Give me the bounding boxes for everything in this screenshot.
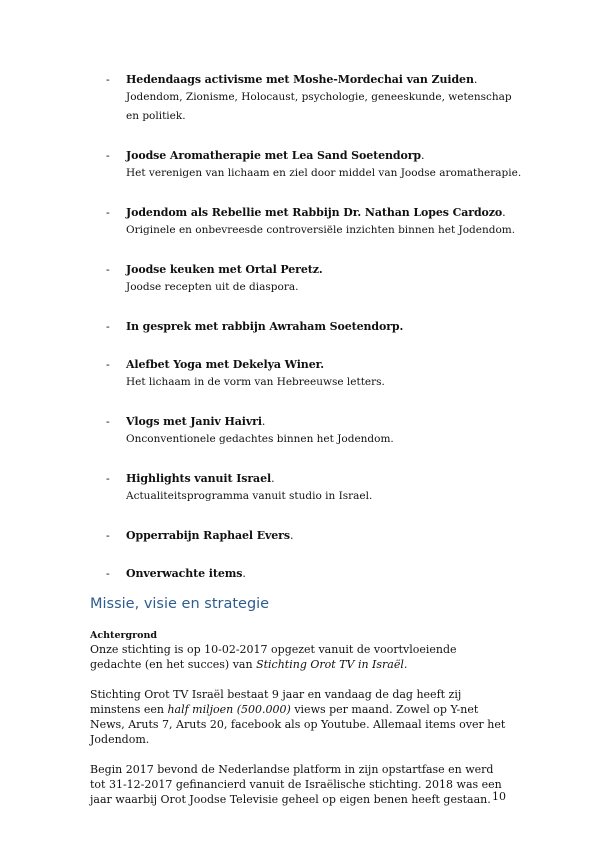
list-item xyxy=(0,147,595,183)
list-item-title xyxy=(126,147,526,164)
list-item-title-text: Highlights vanuit Israel xyxy=(126,472,272,485)
page-number: 10 xyxy=(492,790,506,803)
list-bullet: - xyxy=(106,472,110,485)
list-item xyxy=(0,71,595,126)
list-bullet: - xyxy=(106,149,110,162)
paragraph-2-italic: half miljoen (500.000) xyxy=(167,703,291,716)
list-item-title-text: Joodse keuken met Ortal Peretz. xyxy=(126,263,323,276)
list-item-title xyxy=(126,413,526,430)
list-item-description: Het lichaam in de vorm van Hebreeuwse letters. xyxy=(126,376,385,388)
list-item-body xyxy=(126,147,526,183)
list-item-body xyxy=(126,261,526,297)
list-item-title xyxy=(126,527,526,544)
list-item-title-period: . xyxy=(261,415,266,428)
paragraph-2 xyxy=(90,687,510,747)
list-bullet: - xyxy=(106,73,110,86)
list-bullet: - xyxy=(106,415,110,428)
list-item-title-text: Joodse Aromatherapie met Lea Sand Soetendorp xyxy=(126,149,422,162)
list-item-title-period: . xyxy=(242,567,246,580)
list-item xyxy=(0,356,595,392)
section-content xyxy=(90,630,510,807)
list-bullet: - xyxy=(106,529,110,542)
list-bullet: - xyxy=(106,567,110,580)
list-item-body xyxy=(126,318,526,335)
list-bullet: - xyxy=(106,358,110,371)
list-item-title-period: . xyxy=(502,206,506,219)
list-item-body xyxy=(126,204,526,240)
list-item-title-text: In gesprek met rabbijn Awraham Soetendorp. xyxy=(126,320,404,333)
list-item-title xyxy=(126,356,526,373)
list-item xyxy=(0,565,595,582)
list-item-body xyxy=(126,413,526,449)
list-item-description: Het verenigen van lichaam en ziel door middel van Joodse aromatherapie. xyxy=(126,167,522,179)
program-list xyxy=(0,71,595,603)
list-bullet: - xyxy=(106,320,110,333)
paragraph-2-text-b: views per maand. Zowel op Y-net News, Aruts 7, Aruts 20, facebook als op Youtube. Allemaal items over het Jodendom. xyxy=(90,703,506,746)
list-item xyxy=(0,261,595,297)
paragraph-1 xyxy=(90,642,510,672)
list-item-title-period: . xyxy=(473,73,478,86)
list-item-title-text: Alefbet Yoga met Dekelya Winer. xyxy=(126,358,325,371)
paragraph-3: Begin 2017 bevond de Nederlandse platform in zijn opstartfase en werd tot 31-12-2017 gefinancierd vanuit de Israëlische stichting. 2018 was een jaar waarbij Orot Joodse Televisie geheel op eigen benen heeft gestaan. xyxy=(90,763,502,806)
paragraph-1-italic: Stichting Orot TV in Israël xyxy=(256,658,404,671)
list-item xyxy=(0,318,595,335)
list-item-body xyxy=(126,356,526,392)
list-item xyxy=(0,413,595,449)
list-item-title xyxy=(126,71,526,88)
paragraph-1-text-b: . xyxy=(403,658,408,671)
list-item-title-period: . xyxy=(271,472,275,485)
list-item-description: Joodse recepten uit de diaspora. xyxy=(126,281,299,293)
list-item-title-text: Hedendaags activisme met Moshe-Mordechai van Zuiden xyxy=(126,73,474,86)
paragraph-2-text-a: Stichting Orot TV Israël bestaat 9 jaar en vandaag de dag heeft zij minstens een xyxy=(90,688,462,716)
list-bullet: - xyxy=(106,206,110,219)
list-item xyxy=(0,527,595,544)
list-item-description: Jodendom, Zionisme, Holocaust, psychologie, geneeskunde, wetenschap en politiek. xyxy=(126,91,512,122)
list-item-title-text: Opperrabijn Raphael Evers xyxy=(126,529,290,542)
list-item-body xyxy=(126,565,526,582)
list-item-title-period: . xyxy=(289,529,294,542)
list-item-title xyxy=(126,565,526,582)
list-item-description: Originele en onbevreesde controversiële inzichten binnen het Jodendom. xyxy=(126,224,516,236)
section-heading: Missie, visie en strategie xyxy=(90,596,270,612)
list-item-title xyxy=(126,470,526,487)
paragraph-1-text-a: Onze stichting is op 10-02-2017 opgezet vanuit de voortvloeiende gedachte (en het succes) van xyxy=(90,643,457,671)
list-item-body xyxy=(126,470,526,506)
list-item-title-text: Vlogs met Janiv Haivri xyxy=(126,415,262,428)
list-item xyxy=(0,204,595,240)
list-item-body xyxy=(126,71,526,126)
list-item-title xyxy=(126,204,526,221)
list-bullet: - xyxy=(106,263,110,276)
list-item-description: Onconventionele gedachtes binnen het Jodendom. xyxy=(126,433,394,445)
list-item-title xyxy=(126,261,526,278)
list-item-title-period: . xyxy=(421,149,425,162)
subheading: Achtergrond xyxy=(90,630,158,641)
list-item-title-text: Jodendom als Rebellie met Rabbijn Dr. Nathan Lopes Cardozo xyxy=(126,206,503,219)
list-item-title-text: Onverwachte items xyxy=(126,567,243,580)
list-item xyxy=(0,470,595,506)
list-item-body xyxy=(126,527,526,544)
list-item-title xyxy=(126,318,526,335)
list-item-description: Actualiteitsprogramma vanuit studio in Israel. xyxy=(126,490,373,502)
